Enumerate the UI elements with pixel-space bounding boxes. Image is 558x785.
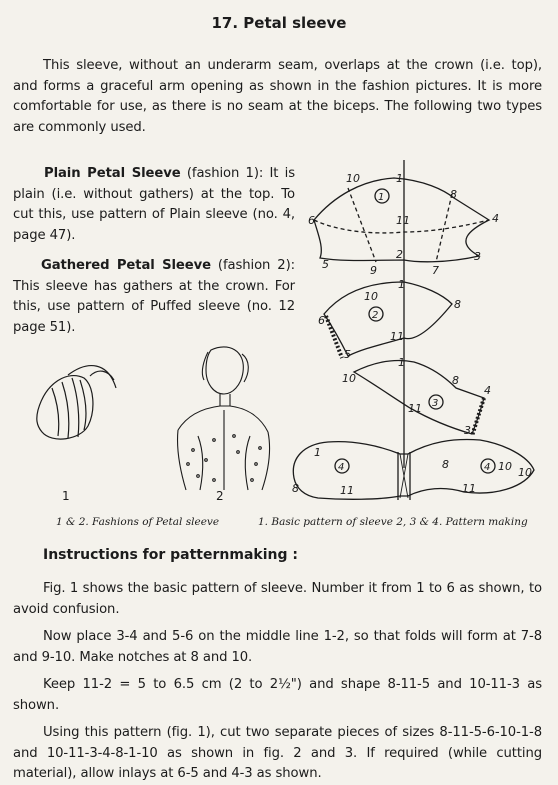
gathered-petal-text: (fashion 2): This sleeve has gathers at the crown. For this, use pattern of Puffed sleeve (no. 12 page 51). xyxy=(13,258,295,335)
page-title: 17. Petal sleeve xyxy=(211,14,347,32)
fashion-illustrations xyxy=(28,340,278,505)
fig2-label-5: 5 xyxy=(344,348,351,361)
fig1-label-7: 7 xyxy=(432,264,439,277)
fashions-caption: 1 & 2. Fashions of Petal sleeve xyxy=(56,516,220,528)
fig4-label-1: 1 xyxy=(314,446,321,459)
fig-1-number: 1 xyxy=(378,192,385,203)
fig-2-piece xyxy=(324,282,452,358)
fashion-1-number: 1 xyxy=(62,489,70,503)
instruction-1: Fig. 1 shows the basic pattern of sleeve. Number it from 1 to 6 as shown, to avoid confusion. xyxy=(13,581,542,617)
pattern-caption: 1. Basic pattern of sleeve 2, 3 & 4. Pattern making xyxy=(258,516,528,528)
fig2-label-10: 10 xyxy=(364,290,378,303)
fig3-label-1: 1 xyxy=(398,356,405,369)
fig4-label-8b: 8 xyxy=(442,458,449,471)
fig1-label-3: 3 xyxy=(474,250,481,263)
fig4-label-11: 11 xyxy=(340,484,354,497)
plain-petal-paragraph xyxy=(13,164,295,246)
fig2-label-11: 11 xyxy=(390,330,404,343)
instruction-3: Keep 11-2 = 5 to 6.5 cm (2 to 2½") and shape 8-11-5 and 10-11-3 as shown. xyxy=(13,677,542,713)
gathered-petal-title: Gathered Petal Sleeve xyxy=(41,258,211,273)
fig1-label-5: 5 xyxy=(322,258,329,271)
gathered-petal-paragraph xyxy=(13,256,295,338)
fig-3-labels xyxy=(342,356,491,437)
fig2-label-6: 6 xyxy=(318,314,325,327)
fig1-label-6: 6 xyxy=(308,214,315,227)
intro-paragraph: This sleeve, without an underarm seam, overlaps at the crown (i.e. top), and forms a graceful arm opening as shown in the fashion pictures. It is more comfortable for use, as there is no seam at the biceps. The following two types are commonly used. xyxy=(13,58,542,135)
fig-4a-number: 4 xyxy=(338,462,345,473)
fig3-label-10: 10 xyxy=(342,372,356,385)
fashion-2-sketch xyxy=(177,347,269,490)
fig2-label-8: 8 xyxy=(454,298,461,311)
pattern-diagram xyxy=(284,158,544,508)
instructions-heading: Instructions for patternmaking : xyxy=(43,547,298,563)
fig-4-labels xyxy=(292,446,532,497)
fig4-label-8: 8 xyxy=(292,482,299,495)
fig3-label-4: 4 xyxy=(484,384,491,397)
fig-3-number: 3 xyxy=(432,398,439,409)
fig1-label-11: 11 xyxy=(396,214,410,227)
fig-4b-number: 4 xyxy=(484,462,491,473)
fig1-label-10: 10 xyxy=(346,172,360,185)
fig4-label-10b: 10 xyxy=(518,466,532,479)
fashion-2-number: 2 xyxy=(216,489,224,503)
instruction-4: Using this pattern (fig. 1), cut two separate pieces of sizes 8-11-5-6-10-1-8 and 10-11-3-4-8-1-10 as shown in fig. 2 and 3. If required (while cutting material), allow inlays at 6-5 and 4-3 as shown. xyxy=(13,725,542,781)
fig3-label-3: 3 xyxy=(464,424,471,437)
fig1-label-2: 2 xyxy=(396,248,403,261)
fig-2-labels xyxy=(318,278,461,361)
plain-petal-title: Plain Petal Sleeve xyxy=(44,166,181,181)
fig4-label-10: 10 xyxy=(498,460,512,473)
fig4-label-11b: 11 xyxy=(462,482,476,495)
plain-petal-text: (fashion 1): It is plain (i.e. without gathers) at the top. To cut this, use pattern of Plain sleeve (no. 4, page 47). xyxy=(13,166,295,243)
fig1-label-1: 1 xyxy=(396,172,403,185)
fig3-label-8: 8 xyxy=(452,374,459,387)
fig-2-number: 2 xyxy=(372,310,379,321)
fashion-1-sketch xyxy=(37,366,116,440)
fig1-label-9: 9 xyxy=(370,264,377,277)
fig1-label-4: 4 xyxy=(492,212,499,225)
fig1-label-8: 8 xyxy=(450,188,457,201)
instruction-2: Now place 3-4 and 5-6 on the middle line 1-2, so that folds will form at 7-8 and 9-10. Make notches at 8 and 10. xyxy=(13,629,542,665)
fig3-label-11: 11 xyxy=(408,402,422,415)
fig2-label-1: 1 xyxy=(398,278,405,291)
